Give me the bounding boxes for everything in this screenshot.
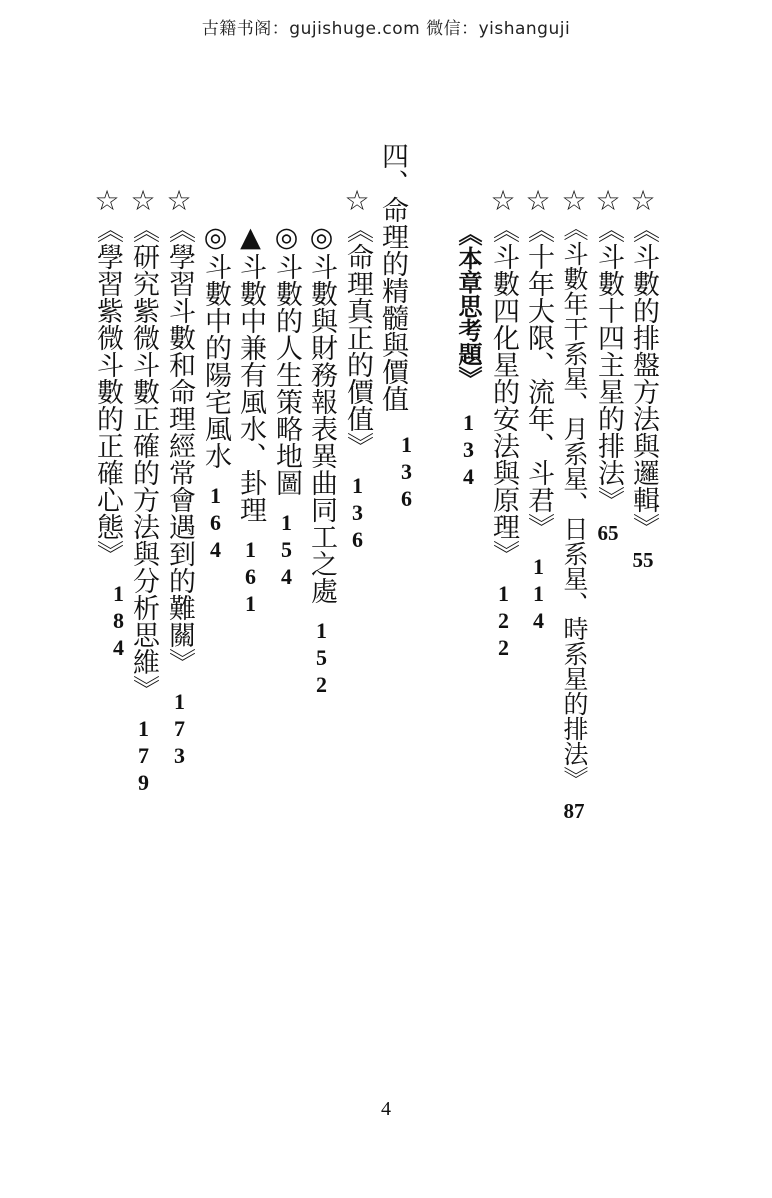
star-icon: ☆ [94,184,120,217]
toc-entry [626,186,660,573]
toc-entry-page: 164 [203,483,228,564]
toc-entry [233,222,267,618]
toc-entry-page: 184 [106,581,131,662]
toc-entry-title: ▲斗數中兼有風水、卦理 [235,222,266,523]
watermark: 古籍书阁：gujishuge.com 微信：yishanguji [201,19,571,39]
star-icon: ☆ [130,184,156,217]
toc-entry-page: 154 [274,510,299,591]
toc-entry-page: 65 [597,521,619,545]
star-icon: ☆ [561,184,587,217]
toc-entry [269,222,303,591]
toc-entry [198,222,232,564]
toc-entry-page: 87 [563,799,585,823]
toc-entry-page: 136 [345,473,370,554]
toc-entry-page: 134 [456,410,481,491]
toc-entry-page: 114 [526,554,551,635]
toc-entry-title: 《學習斗數和命理經常會遇到的難關》 [164,216,195,675]
toc-entry-title: 《斗數四化星的安法與原理》 [488,216,519,567]
toc-entry-page: 173 [167,689,192,770]
toc-entry-title: 《學習紫微斗數的正確心態》 [92,216,123,567]
toc-entry-title: ◎斗數與財務報表異曲同工之處 [306,222,337,604]
star-icon: ☆ [166,184,192,217]
toc-entry [340,186,374,554]
toc-entry-title: 《本章思考題》 [454,222,483,390]
toc-entry [304,222,338,699]
toc-entry [591,186,625,546]
star-icon: ☆ [525,184,551,217]
toc-entry-title: 《命理真正的價值》 [342,216,373,459]
toc-entry-page: 136 [394,432,419,513]
toc-entry-page: 152 [309,618,334,699]
toc-entry [90,184,131,662]
toc-entry [126,186,160,797]
chapter-title: 四、命理的精髓與價值 [377,142,408,412]
toc-entry [521,186,555,635]
toc-entry [162,186,196,770]
star-icon: ☆ [344,184,370,217]
toc-entry [451,222,485,491]
toc-entry-title: 《斗數十四主星的排法》 [593,216,624,513]
toc-entry-title: 《斗數年干系星、月系星、日系星、時系星的排法》 [560,216,589,791]
star-icon: ☆ [630,184,656,217]
star-icon: ☆ [490,184,516,217]
toc-entry-title: 《研究紫微斗數正確的方法與分析思維》 [128,216,159,702]
chapter-heading [375,142,419,513]
toc-entry-title: 《斗數的排盤方法與邏輯》 [628,216,659,540]
toc-entry [486,186,520,662]
star-icon: ☆ [595,184,621,217]
toc-entry-title: ◎斗數的人生策略地圖 [271,222,302,496]
toc-entry-page: 122 [491,581,516,662]
toc-entry-title: ◎斗數中的陽宅風水 [200,222,231,469]
toc-entry-page: 161 [238,537,263,618]
toc-entry-title: 《十年大限、流年、斗君》 [523,216,554,540]
toc-entry [557,186,591,824]
toc-entry-page: 55 [632,548,654,572]
toc-entry-page: 179 [131,716,156,797]
page-number: 4 [381,1098,391,1120]
